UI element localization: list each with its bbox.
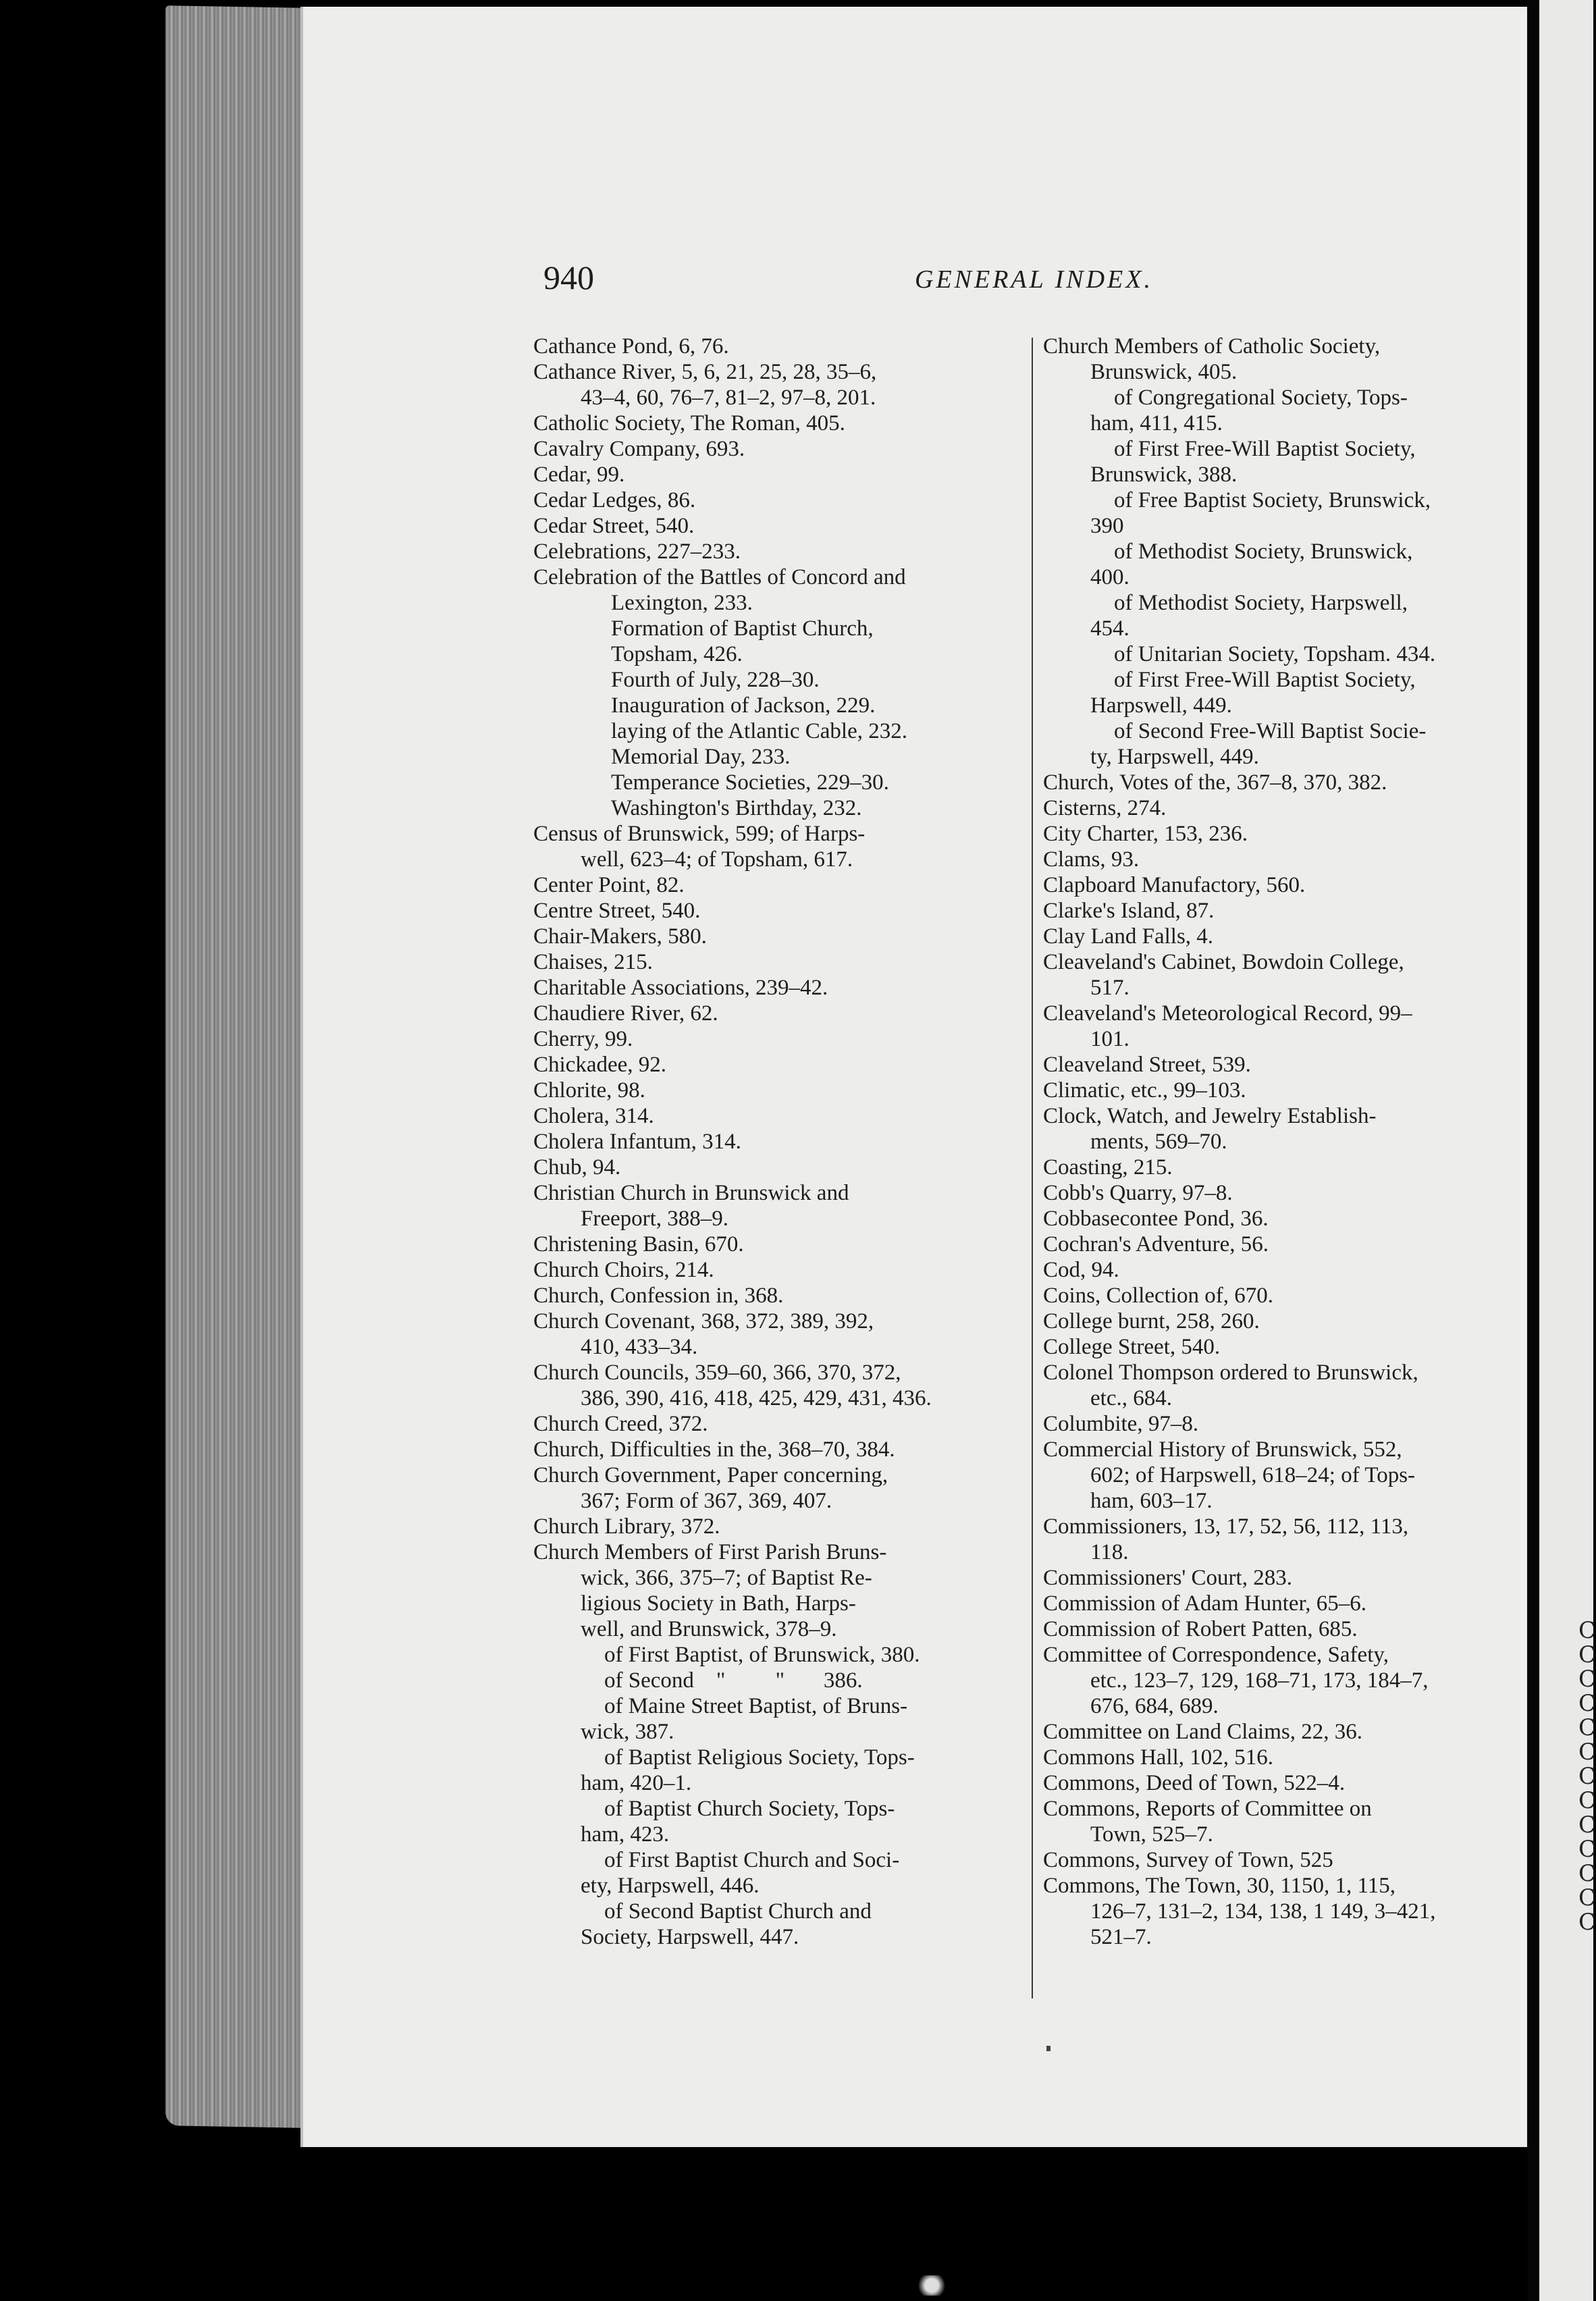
index-entry-line: Clarke's Island, 87. [1043, 899, 1215, 923]
index-entry-line: Inauguration of Jackson, 229. [611, 693, 876, 718]
adjacent-page-letter: C [1578, 1860, 1596, 1887]
index-entry-line: of Methodist Society, Harpswell, [1114, 591, 1408, 615]
index-entry-line: ham, 420–1. [581, 1771, 692, 1795]
index-entry-line: Commission of Robert Patten, 685. [1043, 1617, 1358, 1641]
index-entry-line: Cholera Infantum, 314. [533, 1130, 741, 1154]
index-entry-line: Catholic Society, The Roman, 405. [533, 411, 845, 435]
index-entry-line: Brunswick, 388. [1090, 462, 1238, 487]
index-entry-line: Columbite, 97–8. [1043, 1412, 1199, 1436]
adjacent-page-letter: C [1578, 1787, 1596, 1814]
index-entry-line: Climatic, etc., 99–103. [1043, 1078, 1246, 1103]
index-entry-line: well, and Brunswick, 378–9. [581, 1617, 837, 1641]
index-entry-line: ty, Harpswell, 449. [1090, 745, 1259, 769]
index-entry-line: Chair-Makers, 580. [533, 924, 707, 949]
index-entry-line: Commission of Adam Hunter, 65–6. [1043, 1591, 1366, 1616]
index-entry-line: of First Baptist Church and Soci- [604, 1848, 900, 1872]
index-entry-line: of Second " " 386. [604, 1668, 863, 1693]
index-entry-line: Brunswick, 405. [1090, 360, 1238, 384]
index-entry-line: ham, 603–17. [1090, 1489, 1213, 1513]
index-entry-line: 101. [1090, 1027, 1129, 1051]
index-entry-line: Chaises, 215. [533, 950, 653, 974]
index-entry-line: Clock, Watch, and Jewelry Establish- [1043, 1104, 1377, 1128]
index-entry-line: Cobb's Quarry, 97–8. [1043, 1181, 1233, 1205]
index-entry-line: College Street, 540. [1043, 1335, 1221, 1359]
index-entry-line: Church, Difficulties in the, 368–70, 384. [533, 1437, 895, 1462]
adjacent-page-letter: C [1578, 1836, 1596, 1863]
index-entry-line: of Maine Street Baptist, of Bruns- [604, 1694, 908, 1718]
index-entry-line: 410, 433–34. [581, 1335, 698, 1359]
index-entry-line: of Second Baptist Church and [604, 1899, 872, 1924]
index-entry-line: 517. [1090, 976, 1129, 1000]
index-entry-line: Chlorite, 98. [533, 1078, 645, 1103]
index-entry-line: Commons, Reports of Committee on [1043, 1797, 1372, 1821]
index-entry-line: Cherry, 99. [533, 1027, 633, 1051]
adjacent-page-sliver [1539, 0, 1596, 2301]
index-entry-line: Commons, Survey of Town, 525 [1043, 1848, 1333, 1872]
index-entry-line: Clapboard Manufactory, 560. [1043, 873, 1306, 897]
index-entry-line: Commons, Deed of Town, 522–4. [1043, 1771, 1346, 1795]
index-entry-line: 521–7. [1090, 1925, 1152, 1949]
index-entry-line: Commissioners' Court, 283. [1043, 1566, 1292, 1590]
index-entry-line: Washington's Birthday, 232. [611, 796, 862, 820]
index-entry-line: Colonel Thompson ordered to Brunswick, [1043, 1360, 1418, 1385]
index-entry-line: Cedar Street, 540. [533, 514, 695, 538]
index-entry-line: Church Members of Catholic Society, [1043, 334, 1381, 359]
index-entry-line: Cavalry Company, 693. [533, 437, 745, 461]
adjacent-page-letter: C [1578, 1714, 1596, 1741]
index-entry-line: Church Choirs, 214. [533, 1258, 714, 1282]
index-entry-line: Church, Confession in, 368. [533, 1284, 784, 1308]
adjacent-page-letter: C [1578, 1641, 1596, 1668]
index-entry-line: Center Point, 82. [533, 873, 685, 897]
index-entry-line: ham, 423. [581, 1822, 670, 1847]
index-entry-line: laying of the Atlantic Cable, 232. [611, 719, 907, 743]
page-number: 940 [543, 259, 594, 296]
index-entry-line: Memorial Day, 233. [611, 745, 791, 769]
index-entry-line: Church Library, 372. [533, 1514, 720, 1539]
index-entry-line: 390 [1090, 514, 1124, 538]
index-entry-line: Cathance Pond, 6, 76. [533, 334, 729, 359]
index-entry-line: Cleaveland Street, 539. [1043, 1053, 1251, 1077]
book-fore-edge [165, 5, 307, 2128]
index-entry-line: Coasting, 215. [1043, 1155, 1173, 1180]
index-entry-line: of Baptist Religious Society, Tops- [604, 1745, 915, 1770]
index-entry-line: Church Covenant, 368, 372, 389, 392, [533, 1309, 874, 1333]
index-entry-line: Commissioners, 13, 17, 52, 56, 112, 113, [1043, 1514, 1409, 1539]
index-entry-line: ham, 411, 415. [1090, 411, 1223, 435]
index-entry-line: Harpswell, 449. [1090, 693, 1232, 718]
scan-blot [911, 2275, 952, 2296]
adjacent-page-letter: C [1578, 1763, 1596, 1790]
index-entry-line: Lexington, 233. [611, 591, 753, 615]
index-entry-line: Cisterns, 274. [1043, 796, 1167, 820]
adjacent-page-letter: C [1578, 1690, 1596, 1717]
index-entry-line: Cathance River, 5, 6, 21, 25, 28, 35–6, [533, 360, 877, 384]
index-entry-line: Church Councils, 359–60, 366, 370, 372, [533, 1360, 901, 1385]
index-entry-line: of First Free-Will Baptist Society, [1114, 437, 1416, 461]
index-entry-line: wick, 366, 375–7; of Baptist Re- [581, 1566, 872, 1590]
index-entry-line: 43–4, 60, 76–7, 81–2, 97–8, 201. [581, 386, 876, 410]
running-head: GENERAL INDEX. [915, 265, 1153, 294]
index-entry-line: 367; Form of 367, 369, 407. [581, 1489, 832, 1513]
index-entry-line: Charitable Associations, 239–42. [533, 976, 828, 1000]
index-entry-line: 386, 390, 416, 418, 425, 429, 431, 436. [581, 1386, 932, 1410]
adjacent-page-letter: C [1578, 1739, 1596, 1766]
index-entry-line: Cod, 94. [1043, 1258, 1119, 1282]
adjacent-page-letter: C [1578, 1884, 1596, 1911]
index-entry-line: Commons Hall, 102, 516. [1043, 1745, 1274, 1770]
index-entry-line: of Second Free-Will Baptist Socie- [1114, 719, 1427, 743]
index-entry-line: of Congregational Society, Tops- [1114, 386, 1408, 410]
index-entry-line: 602; of Harpswell, 618–24; of Tops- [1090, 1463, 1416, 1487]
index-entry-line: wick, 387. [581, 1720, 674, 1744]
index-entry-line: Clams, 93. [1043, 847, 1140, 872]
index-entry-line: Christian Church in Brunswick and [533, 1181, 849, 1205]
index-entry-line: of First Baptist, of Brunswick, 380. [604, 1643, 920, 1667]
index-entry-line: Formation of Baptist Church, [611, 616, 874, 641]
index-entry-line: of Unitarian Society, Topsham. 434. [1114, 642, 1436, 666]
index-entry-line: etc., 123–7, 129, 168–71, 173, 184–7, [1090, 1668, 1429, 1693]
index-entry-line: Cedar, 99. [533, 462, 625, 487]
index-entry-line: Clay Land Falls, 4. [1043, 924, 1214, 949]
index-entry-line: Church, Votes of the, 367–8, 370, 382. [1043, 770, 1387, 795]
index-entry-line: 454. [1090, 616, 1129, 641]
index-entry-line: of Baptist Church Society, Tops- [604, 1797, 895, 1821]
index-entry-line: 676, 684, 689. [1090, 1694, 1219, 1718]
index-entry-line: etc., 684. [1090, 1386, 1172, 1410]
index-column-left [533, 334, 1006, 1950]
index-entry-line: Cleaveland's Cabinet, Bowdoin College, [1043, 950, 1404, 974]
index-entry-line: Census of Brunswick, 599; of Harps- [533, 822, 866, 846]
adjacent-page-letter: C [1578, 1617, 1596, 1644]
page-speck [1046, 2046, 1050, 2051]
index-entry-line: Society, Harpswell, 447. [581, 1925, 799, 1949]
index-entry-line: ety, Harpswell, 446. [581, 1874, 760, 1898]
adjacent-page-letter: C [1578, 1666, 1596, 1693]
index-entry-line: of Methodist Society, Brunswick, [1114, 539, 1413, 564]
index-entry-line: Church Creed, 372. [533, 1412, 708, 1436]
index-entry-line: Celebrations, 227–233. [533, 539, 741, 564]
index-entry-line: 118. [1090, 1540, 1129, 1564]
index-entry-line: Coins, Collection of, 670. [1043, 1284, 1273, 1308]
column-rule [1032, 338, 1033, 1999]
index-entry-line: Committee on Land Claims, 22, 36. [1043, 1720, 1362, 1744]
index-entry-line: Cleaveland's Meteorological Record, 99– [1043, 1001, 1412, 1026]
index-entry-line: Cholera, 314. [533, 1104, 654, 1128]
index-entry-line: Centre Street, 540. [533, 899, 701, 923]
index-entry-line: College burnt, 258, 260. [1043, 1309, 1260, 1333]
index-entry-line: Cedar Ledges, 86. [533, 488, 696, 512]
index-entry-line: of Free Baptist Society, Brunswick, [1114, 488, 1431, 512]
index-entry-line: Commercial History of Brunswick, 552, [1043, 1437, 1402, 1462]
index-entry-line: of First Free-Will Baptist Society, [1114, 668, 1416, 692]
index-column-right [1043, 334, 1529, 1950]
index-entry-line: Chub, 94. [533, 1155, 621, 1180]
index-entry-line: Topsham, 426. [611, 642, 743, 666]
index-entry-line: Chickadee, 92. [533, 1053, 667, 1077]
adjacent-page-letter: C [1578, 1811, 1596, 1839]
index-entry-line: Cobbasecontee Pond, 36. [1043, 1207, 1269, 1231]
index-entry-line: Temperance Societies, 229–30. [611, 770, 889, 795]
index-entry-line: Celebration of the Battles of Concord and [533, 565, 906, 589]
index-entry-line: 126–7, 131–2, 134, 138, 1 149, 3–421, [1090, 1899, 1436, 1924]
index-entry-line: Committee of Correspondence, Safety, [1043, 1643, 1389, 1667]
index-entry-line: ligious Society in Bath, Harps- [581, 1591, 856, 1616]
index-entry-line: Christening Basin, 670. [533, 1232, 744, 1257]
index-entry-line: ments, 569–70. [1090, 1130, 1227, 1154]
index-entry-line: Freeport, 388–9. [581, 1207, 729, 1231]
index-entry-line: Cochran's Adventure, 56. [1043, 1232, 1269, 1257]
index-entry-line: Town, 525–7. [1090, 1822, 1213, 1847]
index-entry-line: Fourth of July, 228–30. [611, 668, 820, 692]
index-entry-line: well, 623–4; of Topsham, 617. [581, 847, 853, 872]
index-entry-line: 400. [1090, 565, 1129, 589]
index-entry-line: Church Members of First Parish Bruns- [533, 1540, 887, 1564]
index-entry-line: Church Government, Paper concerning, [533, 1463, 888, 1487]
index-entry-line: City Charter, 153, 236. [1043, 822, 1248, 846]
adjacent-page-letter: C [1578, 1909, 1596, 1936]
index-entry-line: Chaudiere River, 62. [533, 1001, 718, 1026]
index-entry-line: Commons, The Town, 30, 1150, 1, 115, [1043, 1874, 1396, 1898]
